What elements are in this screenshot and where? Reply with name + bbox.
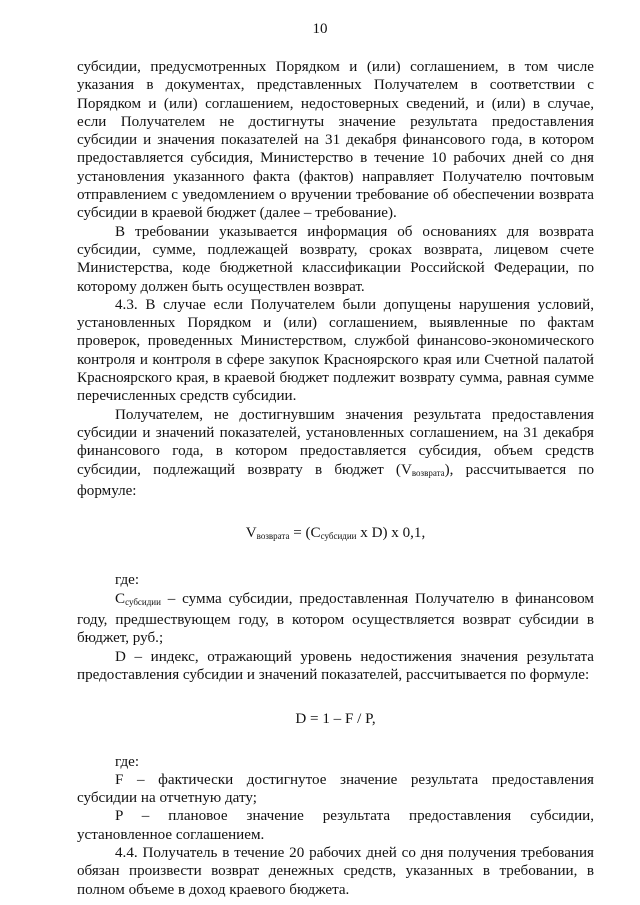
document-body [77, 58, 594, 899]
formula-c-subscript: субсидии [320, 531, 357, 542]
refund-volume-subscript: возврата [411, 467, 445, 478]
page-number: 10 [312, 21, 328, 37]
where-label-2: где: [115, 753, 140, 770]
where-label-1: где: [115, 572, 140, 589]
refund-volume-text-end: ), рассчитывается по формуле: [77, 461, 594, 499]
paragraph-4-4: 4.4. Получатель в течение 20 рабочих дней со дня получения требования обязан произвести возврат денежных средств, указанных в требовании, в полном объеме в доход краевого бюджета. [77, 844, 594, 898]
paragraph-requirement-info: В требовании указывается информация об основаниях для возврата субсидии, сумме, подлежащей возврату, сроках возврата, лицевом счете Министерства, коде бюджетной классификации Российской Федерации, по которому должен быть осуществлен возврат. [77, 223, 594, 295]
refund-volume-text: Получателем, не достигнувшим значения результата предоставления субсидии и значений показателей, установленных соглашением, на 31 декабря финансового года, в котором предоставляется субсидия, объем средств субсидии, подлежащий возврату в бюджет (V [77, 406, 594, 478]
formula-index-d: D = 1 – F / P, [295, 711, 376, 728]
formula-v-subscript: возврата [256, 531, 290, 542]
paragraph-4-3: 4.3. В случае если Получателем были допущены нарушения условий, установленных Порядком и (или) соглашением, выявленные по фактам проверок, проведенных Министерством, службой финансово-экономического контроля и контроля в сфере закупок Красноярского края или Счетной палатой Красноярского края, в краевой бюджет подлежит возврату сумма, равная сумме перечисленных средств субсидии. [77, 296, 594, 405]
formula-mid: = (C [289, 525, 321, 542]
c-symbol: C [115, 590, 126, 607]
formula-tail: x D) x 0,1, [356, 525, 426, 542]
formula-v: V [245, 525, 257, 542]
paragraph-f-definition: F – фактически достигнутое значение результата предоставления субсидии на отчетную дату; [77, 771, 594, 807]
paragraph-refund-requirement: субсидии, предусмотренных Порядком и (или) соглашением, в том числе указания в документах, представленных Получателем в соответствии с Порядком и (или) соглашением, недостоверных сведений, и (или) в случае, если Получателем не достигнуты значение результата предоставления субсидии и значения показателей на 31 декабря финансового года, в котором предоставляется субсидия, Министерство в течение 10 рабочих дней со дня установления указанного факта (фактов) направляет Получателю почтовым отправлением с уведомлением о вручении требование об обеспечении возврата субсидии в краевой бюджет (далее – требование). [77, 59, 594, 222]
paragraph-p-definition: P – плановое значение результата предоставления субсидии, установленное соглашением. [77, 808, 594, 843]
c-definition-text: – сумма субсидии, предоставленная Получателю в финансовом году, предшествующем году, в котором осуществляется возврат субсидии в бюджет, руб.; [77, 590, 594, 647]
paragraph-c-definition [77, 590, 594, 648]
c-subscript: субсидии [125, 596, 161, 607]
paragraph-d-definition: D – индекс, отражающий уровень недостижения значения результата предоставления субсидии и значений показателей, рассчитывается по формуле: [77, 648, 594, 683]
paragraph-refund-volume [77, 406, 594, 500]
formula-refund-volume [77, 524, 594, 545]
